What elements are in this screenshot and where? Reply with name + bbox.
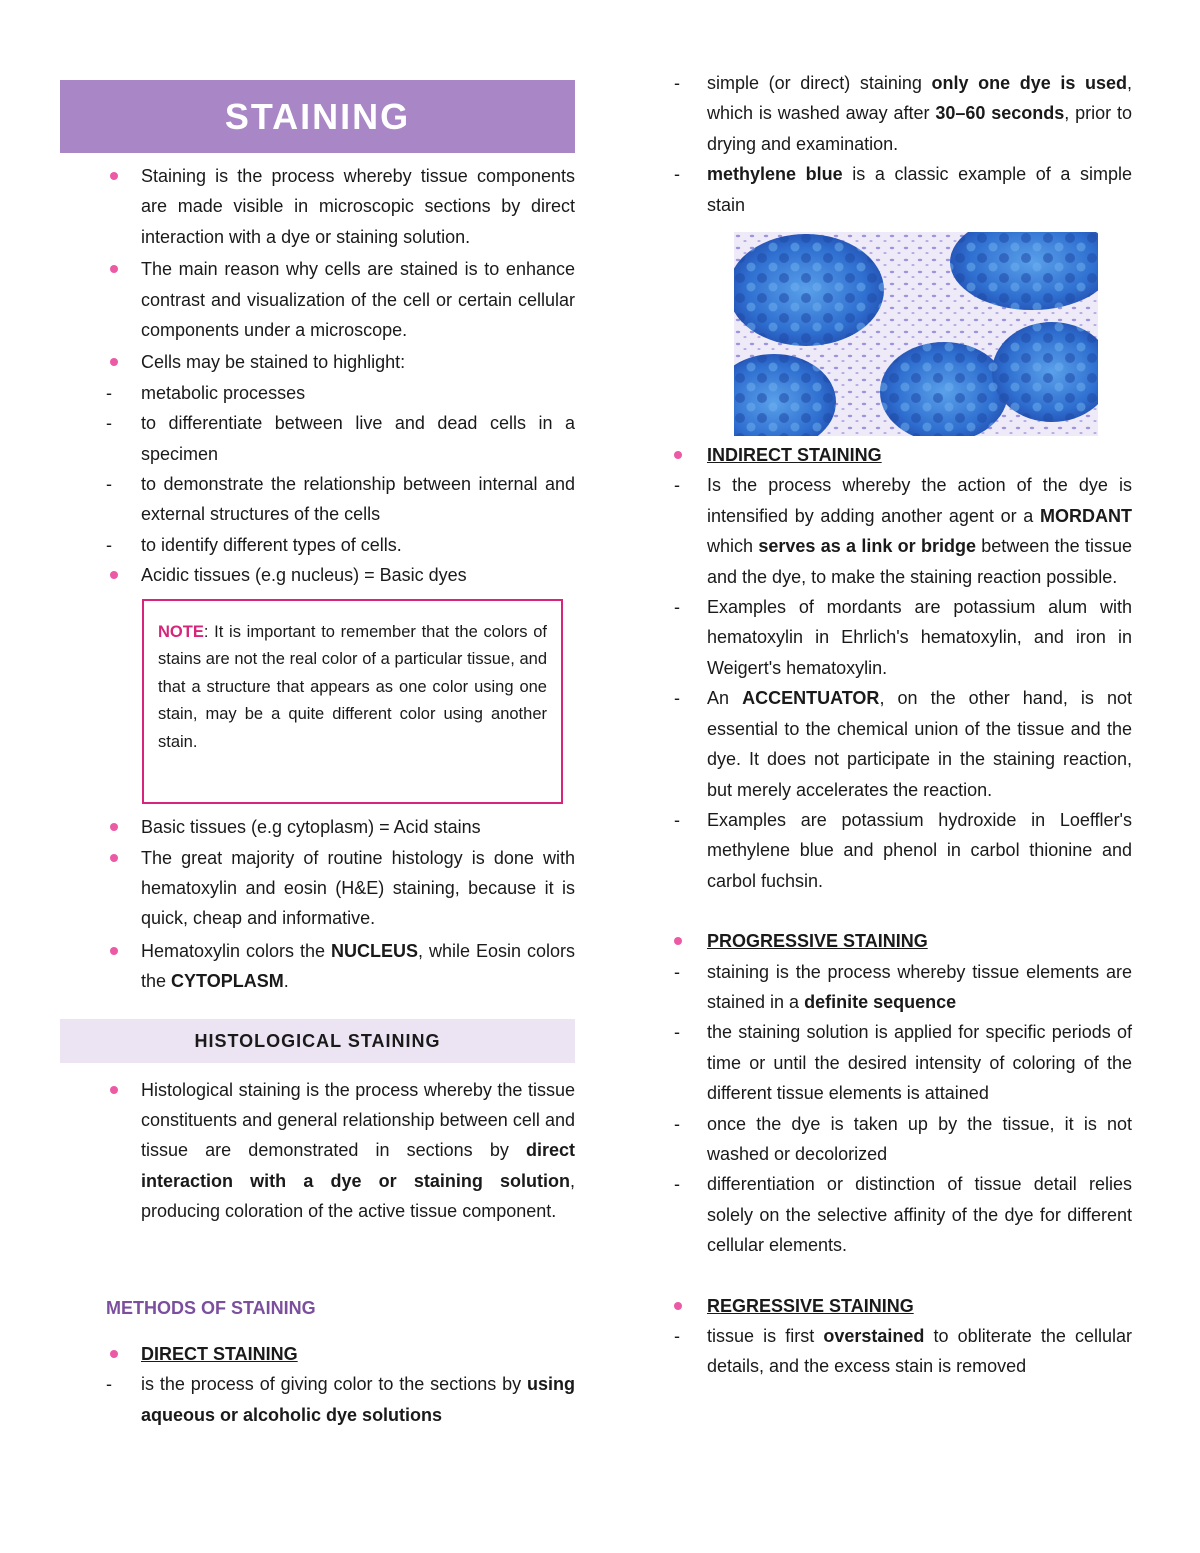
list-item [672, 1017, 1132, 1108]
list-item [672, 470, 1132, 592]
bullet-icon [674, 937, 682, 945]
micrograph-image [734, 232, 1098, 436]
bold-text: overstained [823, 1326, 925, 1346]
list-item [60, 560, 575, 590]
list-item [60, 812, 575, 842]
dash-marker: - [674, 1113, 680, 1134]
item-text: , while Eosin colors the [141, 940, 575, 992]
list-item [60, 161, 575, 252]
item-text: Histological staining is the process whereby the tissue constituents and general relationship between cell and tissue are demonstrated in sections by [141, 1079, 575, 1161]
item-text: The main reason why cells are stained is to enhance contrast and visualization of the cell or certain cellular components under a microscope. [141, 259, 575, 341]
dash-marker: - [674, 164, 680, 185]
bold-text: MORDANT [1040, 505, 1132, 526]
dash-marker: - [106, 382, 112, 403]
dash-marker: - [674, 73, 680, 93]
bold-text: CYTOPLASM [171, 971, 284, 992]
bold-text: using aqueous or alcoholic dye solutions [141, 1374, 575, 1425]
item-text: . [283, 971, 289, 992]
bullet-icon [110, 172, 118, 180]
bullet-icon [110, 571, 118, 579]
subheading: INDIRECT STAINING [707, 445, 882, 466]
bullet-icon [110, 823, 118, 831]
item-text: Examples are potassium hydroxide in Loeffler's methylene blue and phenol in carbol thionine and carbol fuchsin. [707, 809, 1132, 891]
item-text: Acidic tissues (e.g nucleus) = Basic dyes [141, 565, 467, 586]
list-item [672, 68, 1132, 159]
subheading: PROGRESSIVE STAINING [707, 931, 928, 952]
item-text: to demonstrate the relationship between internal and external structures of the cells [141, 474, 575, 525]
dash-marker: - [674, 961, 680, 982]
section-heading-histological: HISTOLOGICAL STAINING [60, 1019, 575, 1063]
item-text: , prior to drying and examination. [707, 103, 1132, 154]
item-text: between the tissue and the dye, to make the staining reaction possible. [707, 536, 1132, 587]
item-text: Cells may be stained to highlight: [141, 352, 406, 373]
list-item [672, 159, 1132, 220]
list-item [60, 254, 575, 345]
bullet-icon [110, 358, 118, 366]
subheading: REGRESSIVE STAINING [707, 1295, 914, 1316]
list-item [672, 440, 1132, 470]
item-text: once the dye is taken up by the tissue, it is not washed or decolorized [707, 1113, 1132, 1164]
dash-marker: - [674, 1326, 680, 1346]
list-item [60, 936, 575, 997]
bold-text: definite sequence [804, 991, 957, 1012]
list-item [60, 347, 575, 377]
list-item [60, 530, 575, 560]
list-item [672, 1321, 1132, 1382]
list-item [672, 683, 1132, 805]
item-text: Is the process whereby the action of the dye is intensified by adding another agent or a [707, 475, 1132, 526]
item-text: tissue is first [707, 1326, 824, 1346]
item-text: metabolic processes [141, 382, 306, 403]
list-item [60, 408, 575, 469]
list-item [60, 843, 575, 934]
dash-marker: - [674, 597, 680, 618]
dash-marker: - [674, 475, 680, 496]
list-item [60, 1339, 575, 1369]
list-item [60, 1075, 575, 1227]
item-text: to differentiate between live and dead cells in a specimen [141, 413, 575, 464]
right-column [672, 68, 1132, 1382]
list-item [672, 926, 1132, 956]
dash-marker: - [106, 474, 112, 495]
item-text: to obliterate the cellular details, and the excess stain is removed [707, 1326, 1132, 1377]
dash-marker: - [674, 809, 680, 830]
methods-heading: METHODS OF STAINING [106, 1297, 316, 1318]
item-text: differentiation or distinction of tissue detail relies solely on the selective affinity of the dye for different cellular elements. [707, 1174, 1132, 1256]
bullet-icon [110, 265, 118, 273]
note-box [142, 599, 563, 805]
item-text: The great majority of routine histology is done with hematoxylin and eosin (H&E) staining, because it is quick, cheap and informative. [141, 847, 575, 929]
item-text: Hematoxylin colors the [141, 940, 331, 961]
dash-marker: - [106, 413, 112, 434]
dash-marker: - [106, 1374, 112, 1395]
note-text: : It is important to remember that the colors of stains are not the real color of a particular tissue, and that a structure that appears as one color using one stain, may be a quite different color using another stain. [158, 622, 547, 751]
list-item [672, 1109, 1132, 1170]
list-item [672, 1169, 1132, 1260]
item-text: is the process of giving color to the sections by [141, 1374, 527, 1395]
item-text: Basic tissues (e.g cytoplasm) = Acid stains [141, 817, 481, 838]
subheading: DIRECT STAINING [141, 1344, 298, 1365]
left-column [60, 80, 575, 1430]
bold-text: ACCENTUATOR [742, 688, 880, 709]
bold-text: only one dye is used [931, 73, 1127, 93]
dash-marker: - [674, 1022, 680, 1043]
bullet-icon [110, 854, 118, 862]
dash-marker: - [674, 688, 680, 709]
bold-text: methylene blue [707, 164, 843, 185]
bold-text: direct interaction with a dye or staining solution [141, 1140, 575, 1191]
item-text: which [707, 536, 759, 557]
list-item [60, 469, 575, 530]
item-text: staining is the process whereby tissue elements are stained in a [707, 961, 1132, 1012]
item-text: , producing coloration of the active tissue component. [141, 1170, 575, 1222]
item-text: , on the other hand, is not essential to the chemical union of the tissue and the dye. It does not participate in the staining reaction, but merely accelerates the reaction. [707, 688, 1132, 800]
item-text: Examples of mordants are potassium alum with hematoxylin in Ehrlich's hematoxylin, and iron in Weigert's hematoxylin. [707, 597, 1132, 678]
list-item [672, 1291, 1132, 1321]
bold-text: 30–60 seconds [935, 103, 1065, 124]
list-item [60, 1369, 575, 1430]
methylene-blue-micrograph [734, 232, 1098, 436]
dash-marker: - [106, 534, 112, 555]
item-text: Staining is the process whereby tissue components are made visible in microscopic sections by direct interaction with a dye or staining solution. [141, 166, 575, 247]
note-label: NOTE [158, 622, 204, 641]
item-text: the staining solution is applied for specific periods of time or until the desired intensity of coloring of the different tissue elements is attained [707, 1022, 1132, 1104]
bullet-icon [674, 451, 682, 459]
bold-text: serves as a link or bridge [758, 536, 976, 557]
bullet-icon [110, 1350, 118, 1358]
bullet-icon [110, 1086, 118, 1094]
dash-marker: - [674, 1174, 680, 1195]
bold-text: NUCLEUS [331, 940, 419, 961]
list-item [60, 378, 575, 408]
list-item [672, 805, 1132, 896]
page-title: STAINING [60, 80, 575, 153]
list-item [672, 957, 1132, 1018]
item-text: is a classic example of a simple stain [707, 164, 1132, 215]
item-text: simple (or direct) staining [707, 73, 932, 93]
bullet-icon [674, 1302, 682, 1310]
item-text: An [707, 688, 743, 709]
bullet-icon [110, 947, 118, 955]
item-text: to identify different types of cells. [141, 534, 402, 555]
list-item [672, 592, 1132, 683]
item-text: , which is washed away after [707, 73, 1132, 124]
